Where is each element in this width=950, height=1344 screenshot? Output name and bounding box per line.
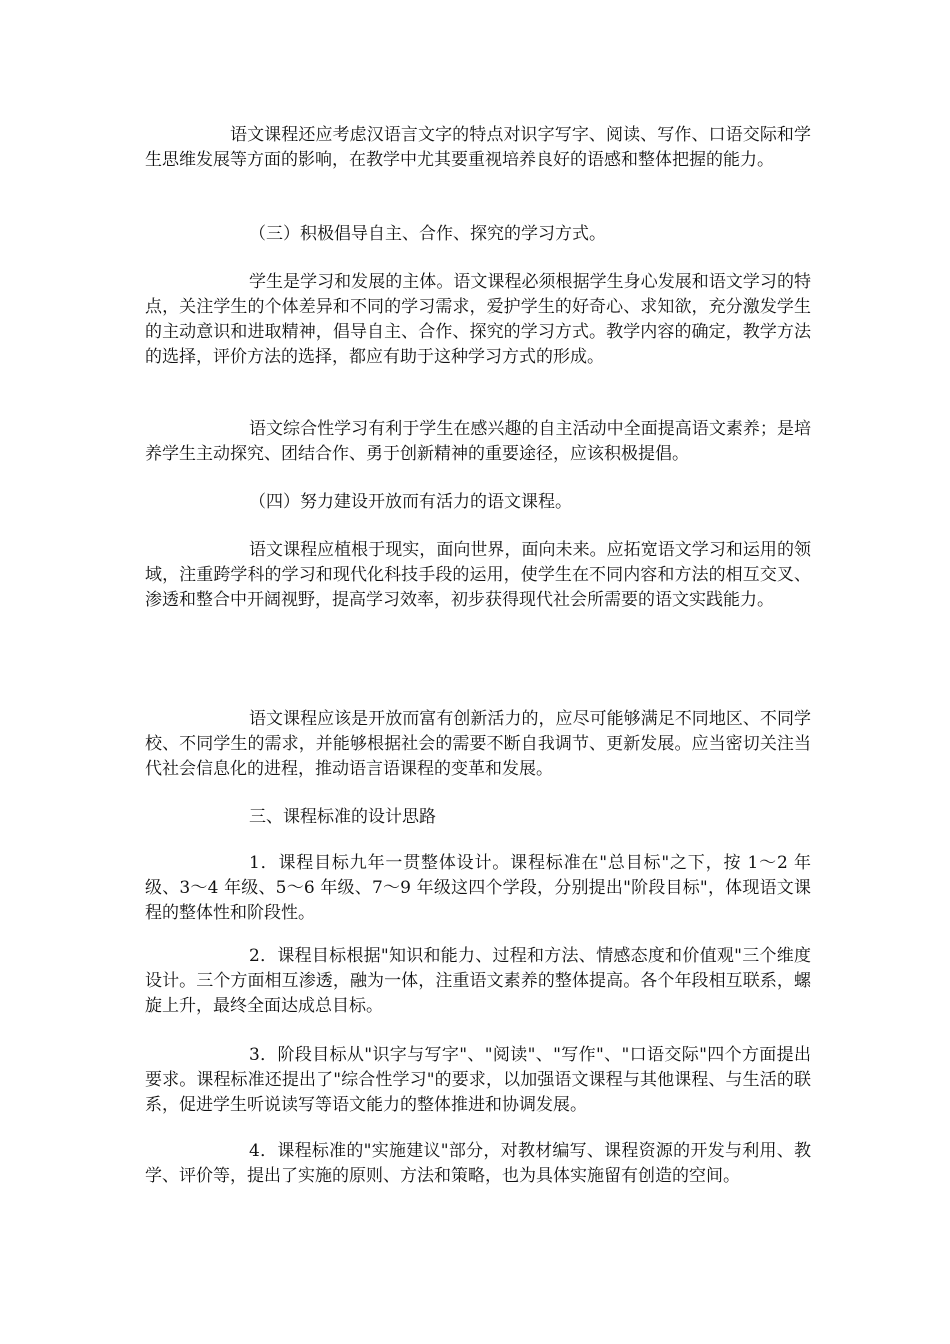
paragraph-integrated-learning: 语文综合性学习有利于学生在感兴趣的自主活动中全面提高语文素养；是培养学生主动探究、团结合作、勇于创新精神的重要途径，应该积极提倡。 (145, 419, 811, 464)
paragraph-student-subject: 学生是学习和发展的主体。语文课程必须根据学生身心发展和语文学习的特点，关注学生的个体差异和不同的学习需求，爱护学生的好奇心、求知欲，充分激发学生的主动意识和进取精神，倡导自主、合作、探究的学习方式。教学内容的确定，教学方法的选择，评价方法的选择，都应有助于这种学习方式的形成。 (145, 272, 811, 367)
paragraph-item-1: 1．课程目标九年一贯整体设计。课程标准在"总目标"之下，按 1～2 年级、3～4 年级、5～6 年级、7～9 年级这四个学段，分别提出"阶段目标"，体现语文课程的整体性和阶段性。 (145, 853, 811, 923)
paragraph-item-2: 2．课程目标根据"知识和能力、过程和方法、情感态度和价值观"三个维度设计。三个方面相互渗透，融为一体，注重语文素养的整体提高。各个年段相互联系，螺旋上升，最终全面达成总目标。 (145, 946, 811, 1016)
section-heading-3: （三）积极倡导自主、合作、探究的学习方式。 (249, 224, 606, 244)
section-heading-4: （四）努力建设开放而有活力的语文课程。 (249, 492, 572, 512)
paragraph-language-features: 语文课程还应考虑汉语言文字的特点对识字写字、阅读、写作、口语交际和学生思维发展等方面的影响，在教学中尤其要重视培养良好的语感和整体把握的能力。 (145, 125, 811, 170)
paragraph-item-3: 3．阶段目标从"识字与写字"、"阅读"、"写作"、"口语交际"四个方面提出要求。课程标准还提出了"综合性学习"的要求，以加强语文课程与其他课程、与生活的联系，促进学生听说读写等语文能力的整体推进和协调发展。 (145, 1045, 811, 1115)
section-heading-design: 三、课程标准的设计思路 (249, 807, 436, 827)
paragraph-item-4: 4．课程标准的"实施建议"部分，对教材编写、课程资源的开发与利用、教学、评价等，提出了实施的原则、方法和策略，也为具体实施留有创造的空间。 (145, 1141, 811, 1186)
paragraph-rooted-in-reality: 语文课程应植根于现实，面向世界，面向未来。应拓宽语文学习和运用的领域，注重跨学科的学习和现代化科技手段的运用，使学生在不同内容和方法的相互交叉、渗透和整合中开阔视野，提高学习效率，初步获得现代社会所需要的语文实践能力。 (145, 540, 811, 610)
paragraph-open-innovative: 语文课程应该是开放而富有创新活力的，应尽可能够满足不同地区、不同学校、不同学生的需求，并能够根据社会的需要不断自我调节、更新发展。应当密切关注当代社会信息化的进程，推动语言语课程的变革和发展。 (145, 709, 811, 779)
